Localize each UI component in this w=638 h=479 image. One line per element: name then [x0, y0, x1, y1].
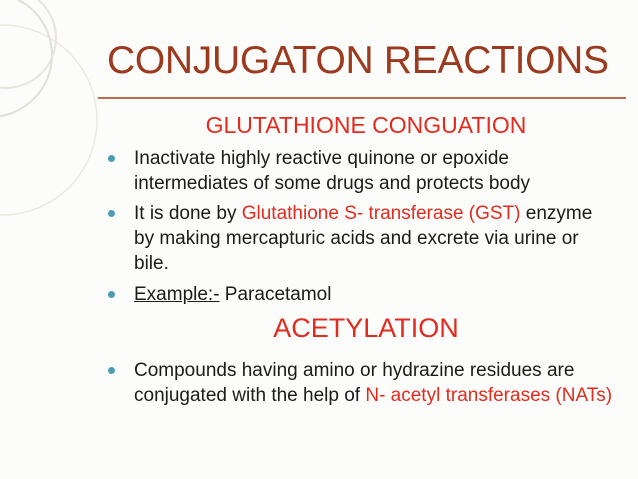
slide-title: CONJUGATON REACTIONS — [107, 39, 609, 82]
example-text: Paracetamol — [219, 284, 332, 305]
bullet-inactivate — [134, 146, 614, 196]
bullet-dot — [108, 367, 115, 374]
bullet-gst-after: enzyme by making mercapturic acids and excrete via urine or bile. — [134, 203, 593, 274]
bullet-dot — [108, 291, 115, 298]
example-label: Example:- — [134, 284, 220, 305]
acetylation-heading: ACETYLATION — [273, 313, 459, 343]
ring-large — [0, 0, 52, 117]
bullet-dot — [108, 210, 115, 217]
title-underline — [98, 97, 626, 99]
ring-medium — [0, 0, 56, 88]
bullet-gst-before: It is done by — [134, 203, 242, 224]
bullet-compounds-before: Compounds having amino or hydrazine residues are conjugated with the help of — [134, 360, 575, 406]
glutathione-heading: GLUTATHIONE CONGUATION — [205, 112, 527, 138]
gst-enzyme-highlight: Glutathione S- transferase (GST) — [241, 203, 521, 224]
bullet-example — [134, 282, 614, 307]
bullet-dot — [108, 155, 115, 162]
ring-outer — [0, 25, 97, 215]
bullet-gst — [134, 201, 614, 276]
bullet-inactivate-text: Inactivate highly reactive quinone or epoxide intermediates of some drugs and protects body — [134, 148, 531, 194]
bullet-compounds — [134, 358, 614, 408]
nat-enzyme-highlight: N- acetyl transferases (NATs) — [365, 385, 613, 406]
